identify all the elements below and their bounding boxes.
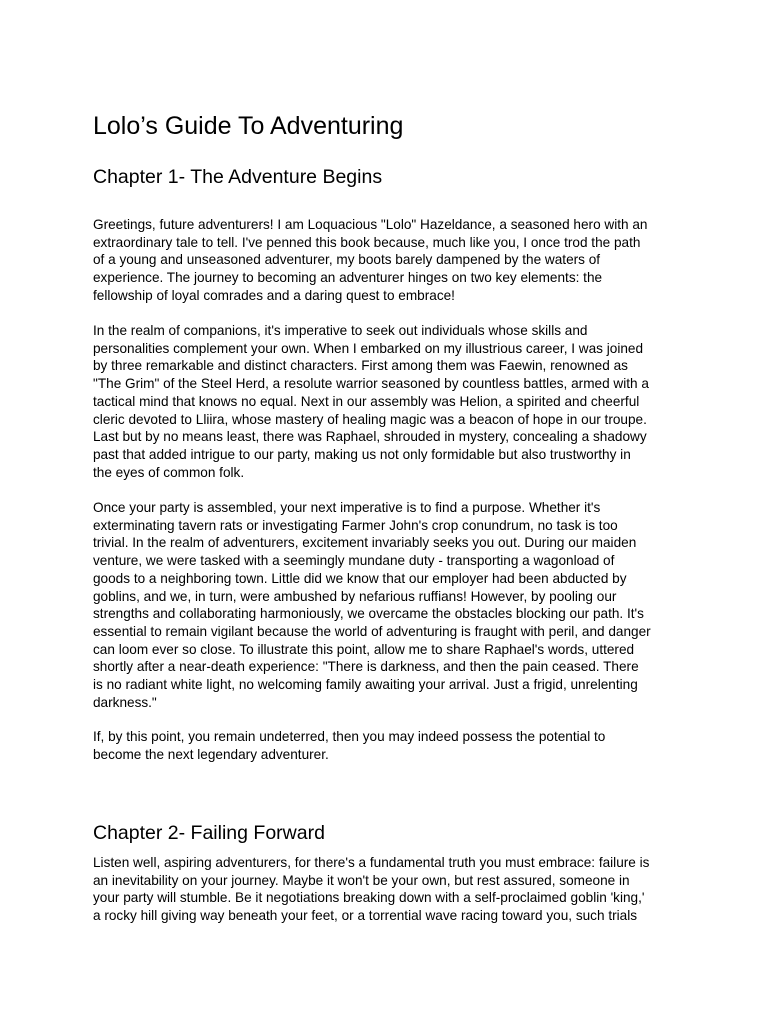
text-line: goblins, and we, in turn, were ambushed by nefarious ruffians! However, by pooling our (93, 588, 617, 604)
text-line: strengths and collaborating harmoniously, we overcame the obstacles blocking our path. It's (93, 606, 644, 622)
text-line: the eyes of common folk. (93, 464, 245, 480)
text-line: darkness." (93, 694, 157, 710)
chapter-1-heading: Chapter 1- The Adventure Begins (93, 166, 383, 188)
text-line: is no radiant white light, no welcoming family awaiting your arrival. Just a frigid, unrelenting (93, 677, 638, 693)
text-line: tactical mind that knows no equal. Next in our assembly was Helion, a spirited and cheerful (93, 393, 640, 409)
text-line: In the realm of companions, it's imperative to seek out individuals whose skills and (93, 323, 588, 338)
text-line: If, by this point, you remain undeterred, then you may indeed possess the potential to (93, 729, 606, 744)
text-line: Last but by no means least, there was Raphael, shrouded in mystery, concealing a shadowy (93, 429, 647, 445)
text-line: a rocky hill giving way beneath your feet, or a torrential wave racing toward you, such trials (93, 908, 638, 924)
text-line: cleric devoted to Lliira, whose mastery of healing magic was a beacon of hope in our troupe. (93, 411, 647, 427)
chapter-2-paragraph-1 (93, 854, 683, 925)
chapter-1-paragraph-2 (93, 322, 683, 481)
text-line: trivial. In the realm of adventurers, excitement invariably seeks you out. During our maiden (93, 535, 637, 551)
text-line: Once your party is assembled, your next imperative is to find a purpose. Whether it's (93, 500, 601, 515)
text-line: Listen well, aspiring adventurers, for there's a fundamental truth you must embrace: failure is (93, 855, 650, 870)
text-line: by three remarkable and distinct characters. First among them was Faewin, renowned as (93, 358, 628, 374)
text-line: an inevitability on your journey. Maybe it won't be your own, but rest assured, someone in (93, 872, 630, 888)
text-line: fellowship of loyal comrades and a daring quest to embrace! (93, 287, 455, 303)
text-line: experience. The journey to becoming an adventurer hinges on two key elements: the (93, 270, 603, 286)
text-line: exterminating tavern rats or investigating Farmer John's crop conundrum, no task is too (93, 517, 618, 533)
text-line: "The Grim" of the Steel Herd, a resolute warrior seasoned by countless battles, armed with a (93, 376, 649, 392)
document-title: Lolo’s Guide To Adventuring (93, 112, 404, 140)
text-line: of a young and unseasoned adventurer, my boots barely dampened by the waters of (93, 252, 601, 268)
text-line: venture, we were tasked with a seemingly mundane duty - transporting a wagonload of (93, 553, 615, 569)
chapter-1-paragraph-1 (93, 216, 683, 305)
text-line: your party will stumble. Be it negotiations breaking down with a self-proclaimed goblin 'king,' (93, 890, 645, 906)
text-line: goods to a neighboring town. Little did we know that our employer had been abducted by (93, 570, 627, 586)
text-line: essential to remain vigilant because the world of adventuring is fraught with peril, and danger (93, 623, 651, 639)
text-line: become the next legendary adventurer. (93, 746, 329, 762)
text-line: can loom ever so close. To illustrate this point, allow me to share Raphael's words, uttered (93, 641, 635, 657)
text-line: personalities complement your own. When I embarked on my illustrious career, I was joined (93, 340, 644, 356)
chapter-1-paragraph-4 (93, 728, 683, 763)
text-line: shortly after a near-death experience: "There is darkness, and then the pain ceased. There (93, 659, 639, 675)
text-line: past that added intrigue to our party, making us not only formidable but also trustworthy in (93, 446, 631, 462)
text-line: Greetings, future adventurers! I am Loquacious "Lolo" Hazeldance, a seasoned hero with an (93, 217, 648, 232)
text-line: extraordinary tale to tell. I've penned this book because, much like you, I once trod the path (93, 234, 641, 250)
chapter-2-heading: Chapter 2- Failing Forward (93, 822, 325, 844)
chapter-1-paragraph-3 (93, 499, 683, 711)
